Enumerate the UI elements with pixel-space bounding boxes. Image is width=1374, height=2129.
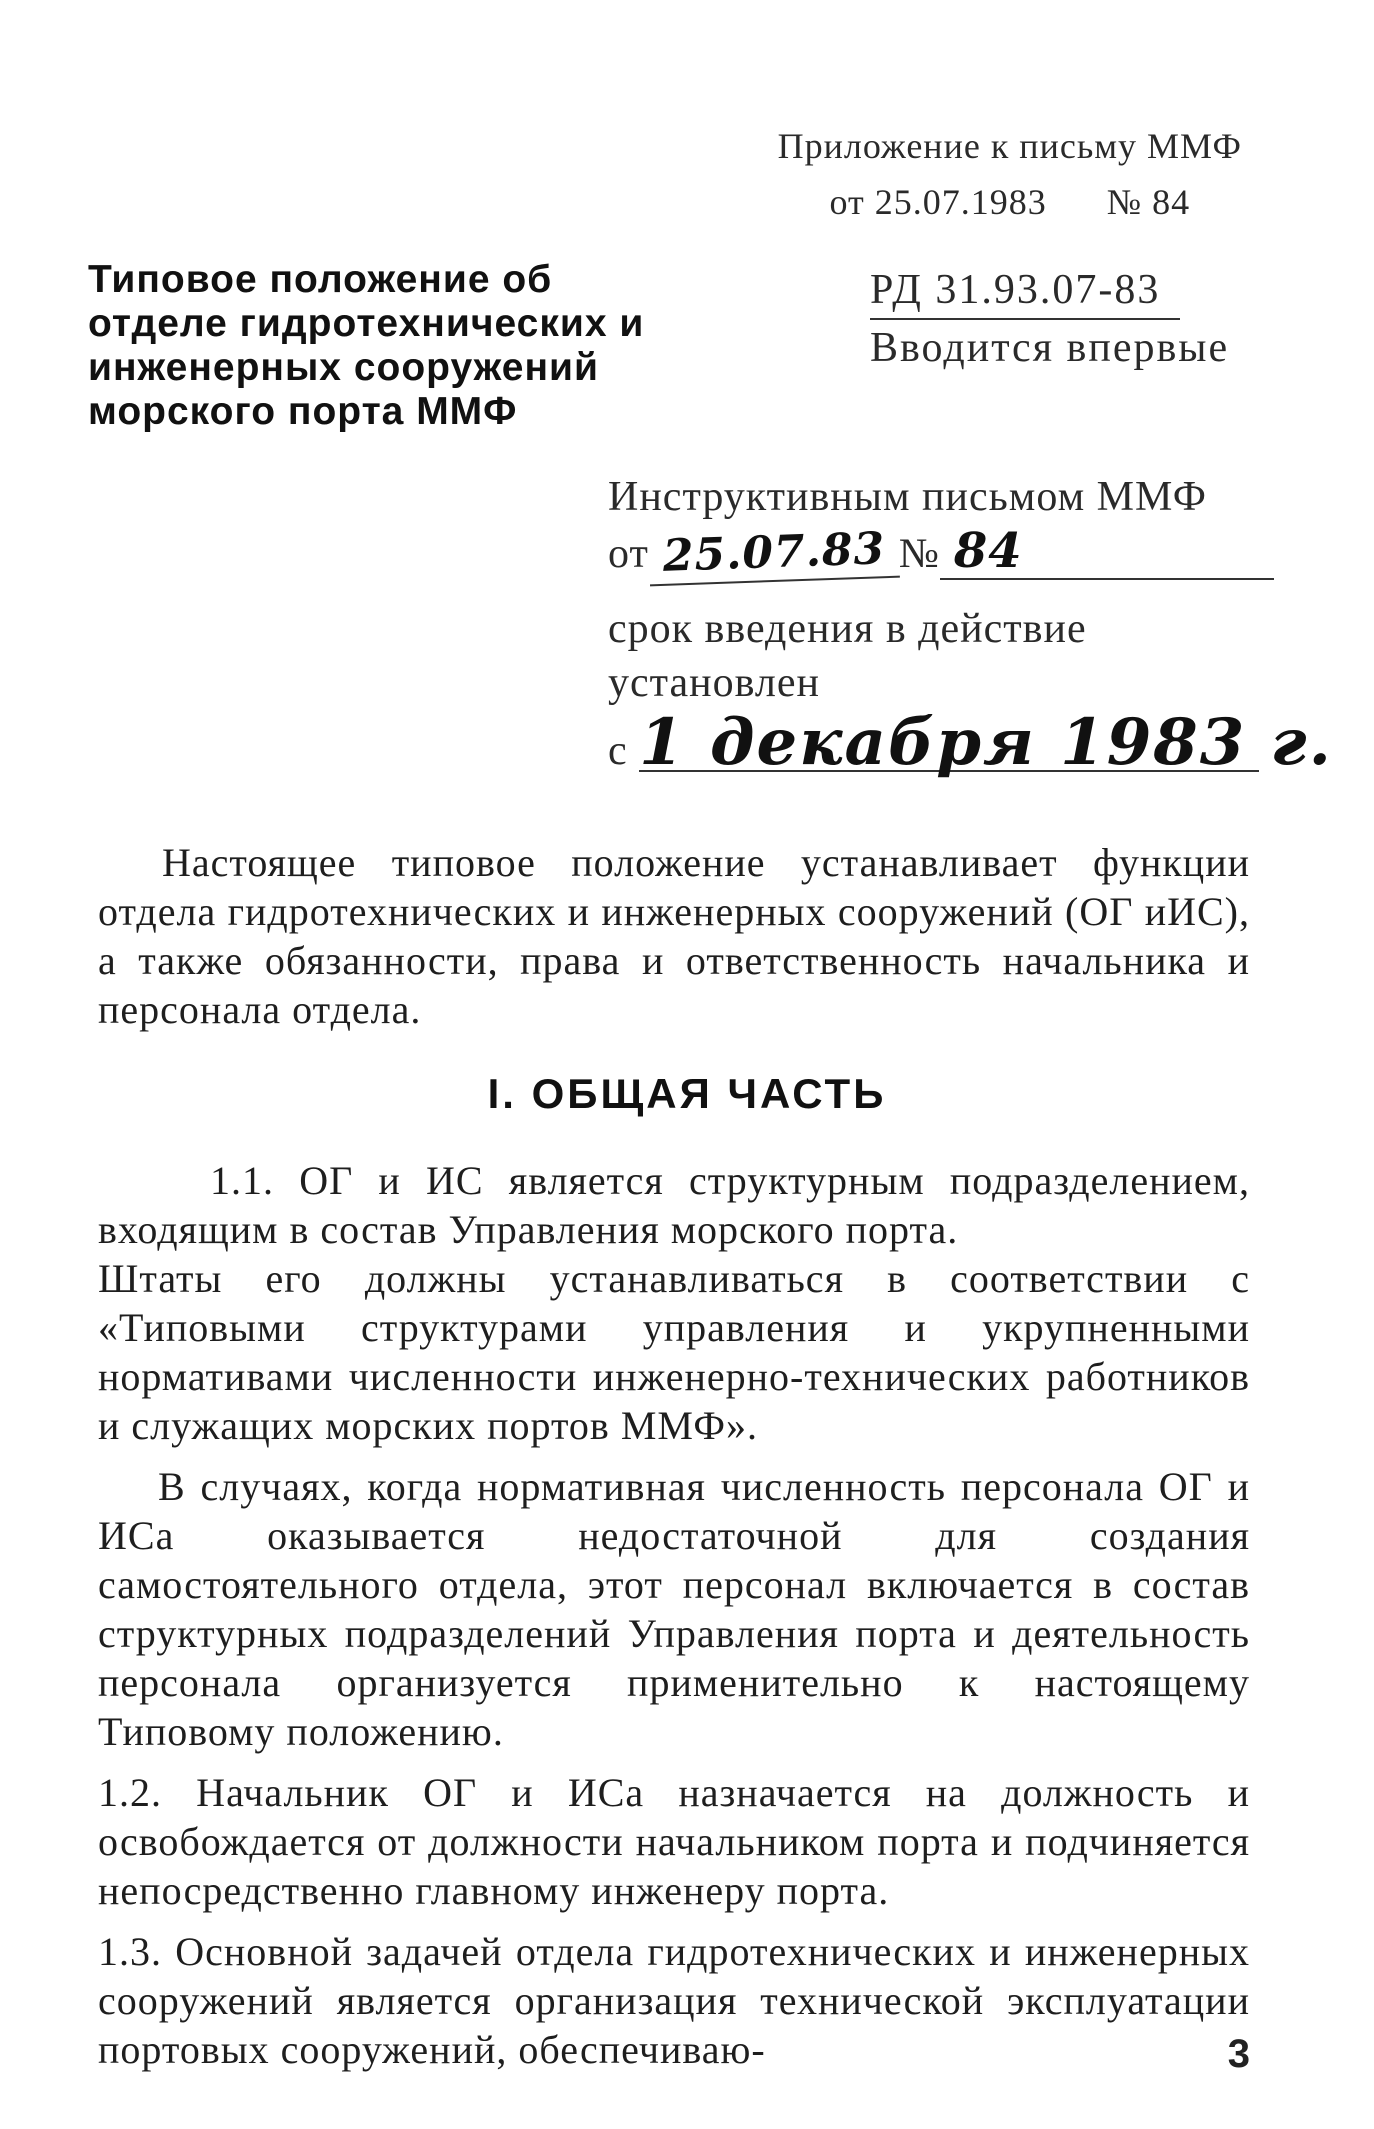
paragraph-1-1-staff: Штаты его должны устанавливаться в соответствии с «Типовыми структурами управления и укрупненными нормативами численности инженерно-технических работников и служащих морских портов ММФ».: [98, 1256, 1250, 1448]
appendix-date-row: [778, 174, 1242, 230]
intro-paragraph: [98, 838, 1250, 1034]
instruction-block: [608, 470, 1333, 780]
rd-status: Вводится впервые: [870, 325, 1230, 371]
effective-date-caption: срок введения в действие: [608, 606, 1087, 652]
section-body: [98, 1156, 1250, 2074]
rd-code: РД 31.93.07-83: [870, 262, 1180, 320]
handwritten-date: 25.07.83: [648, 522, 900, 587]
paragraph-1-1: 1.1. ОГ и ИС является структурным подразделением, входящим в состав Управления морского порта.: [98, 1158, 1250, 1252]
page-number: 3: [1227, 2032, 1250, 2076]
appendix-number: № 84: [1106, 182, 1191, 222]
instruction-line: Инструктивным письмом ММФ: [608, 474, 1207, 520]
section-heading: I. ОБЩАЯ ЧАСТЬ: [487, 1070, 887, 1117]
instruction-date-row: [608, 524, 1248, 582]
paragraph-1-1-cases: В случаях, когда нормативная численность персонала ОГ и ИСа оказывается недостаточной для создания самостоятельного отдела, этот персонал включается в состав структурных подразделений Управления порта и деятельность персонала организуется применительно к настоящему Типовому положению.: [98, 1464, 1250, 1754]
start-date-row: [608, 705, 1333, 780]
paragraph-1-2: 1.2. Начальник ОГ и ИСа назначается на должность и освобождается от должности начальником порта и подчиняется непосредственно главному инженеру порта.: [98, 1770, 1250, 1913]
paragraph-1-3: 1.3. Основной задачей отдела гидротехнических и инженерных сооружений является организация технической эксплуатации портовых сооружений, обеспечиваю-: [98, 1929, 1250, 2072]
handwritten-start-date: 1 декабря 1983 г.: [639, 705, 1333, 780]
document-title: Типовое положение об отделе гидротехнических и инженерных сооружений морского порта ММФ: [88, 258, 645, 433]
rd-block: [870, 262, 1229, 376]
from-label: от: [608, 531, 649, 577]
intro-text: Настоящее типовое положение устанавливает функции отдела гидротехнических и инженерных сооружений (ОГ иИС), а также обязанности, права и ответственность начальника и персонала отдела.: [98, 840, 1250, 1032]
appendix-line: Приложение к письму ММФ: [777, 126, 1242, 166]
handwritten-number: 84: [940, 524, 1274, 580]
start-label: с: [608, 728, 628, 774]
appendix-note: [778, 118, 1242, 230]
number-label: №: [898, 531, 940, 577]
appendix-date: от 25.07.1983: [829, 182, 1047, 222]
established-caption: установлен: [608, 660, 820, 706]
